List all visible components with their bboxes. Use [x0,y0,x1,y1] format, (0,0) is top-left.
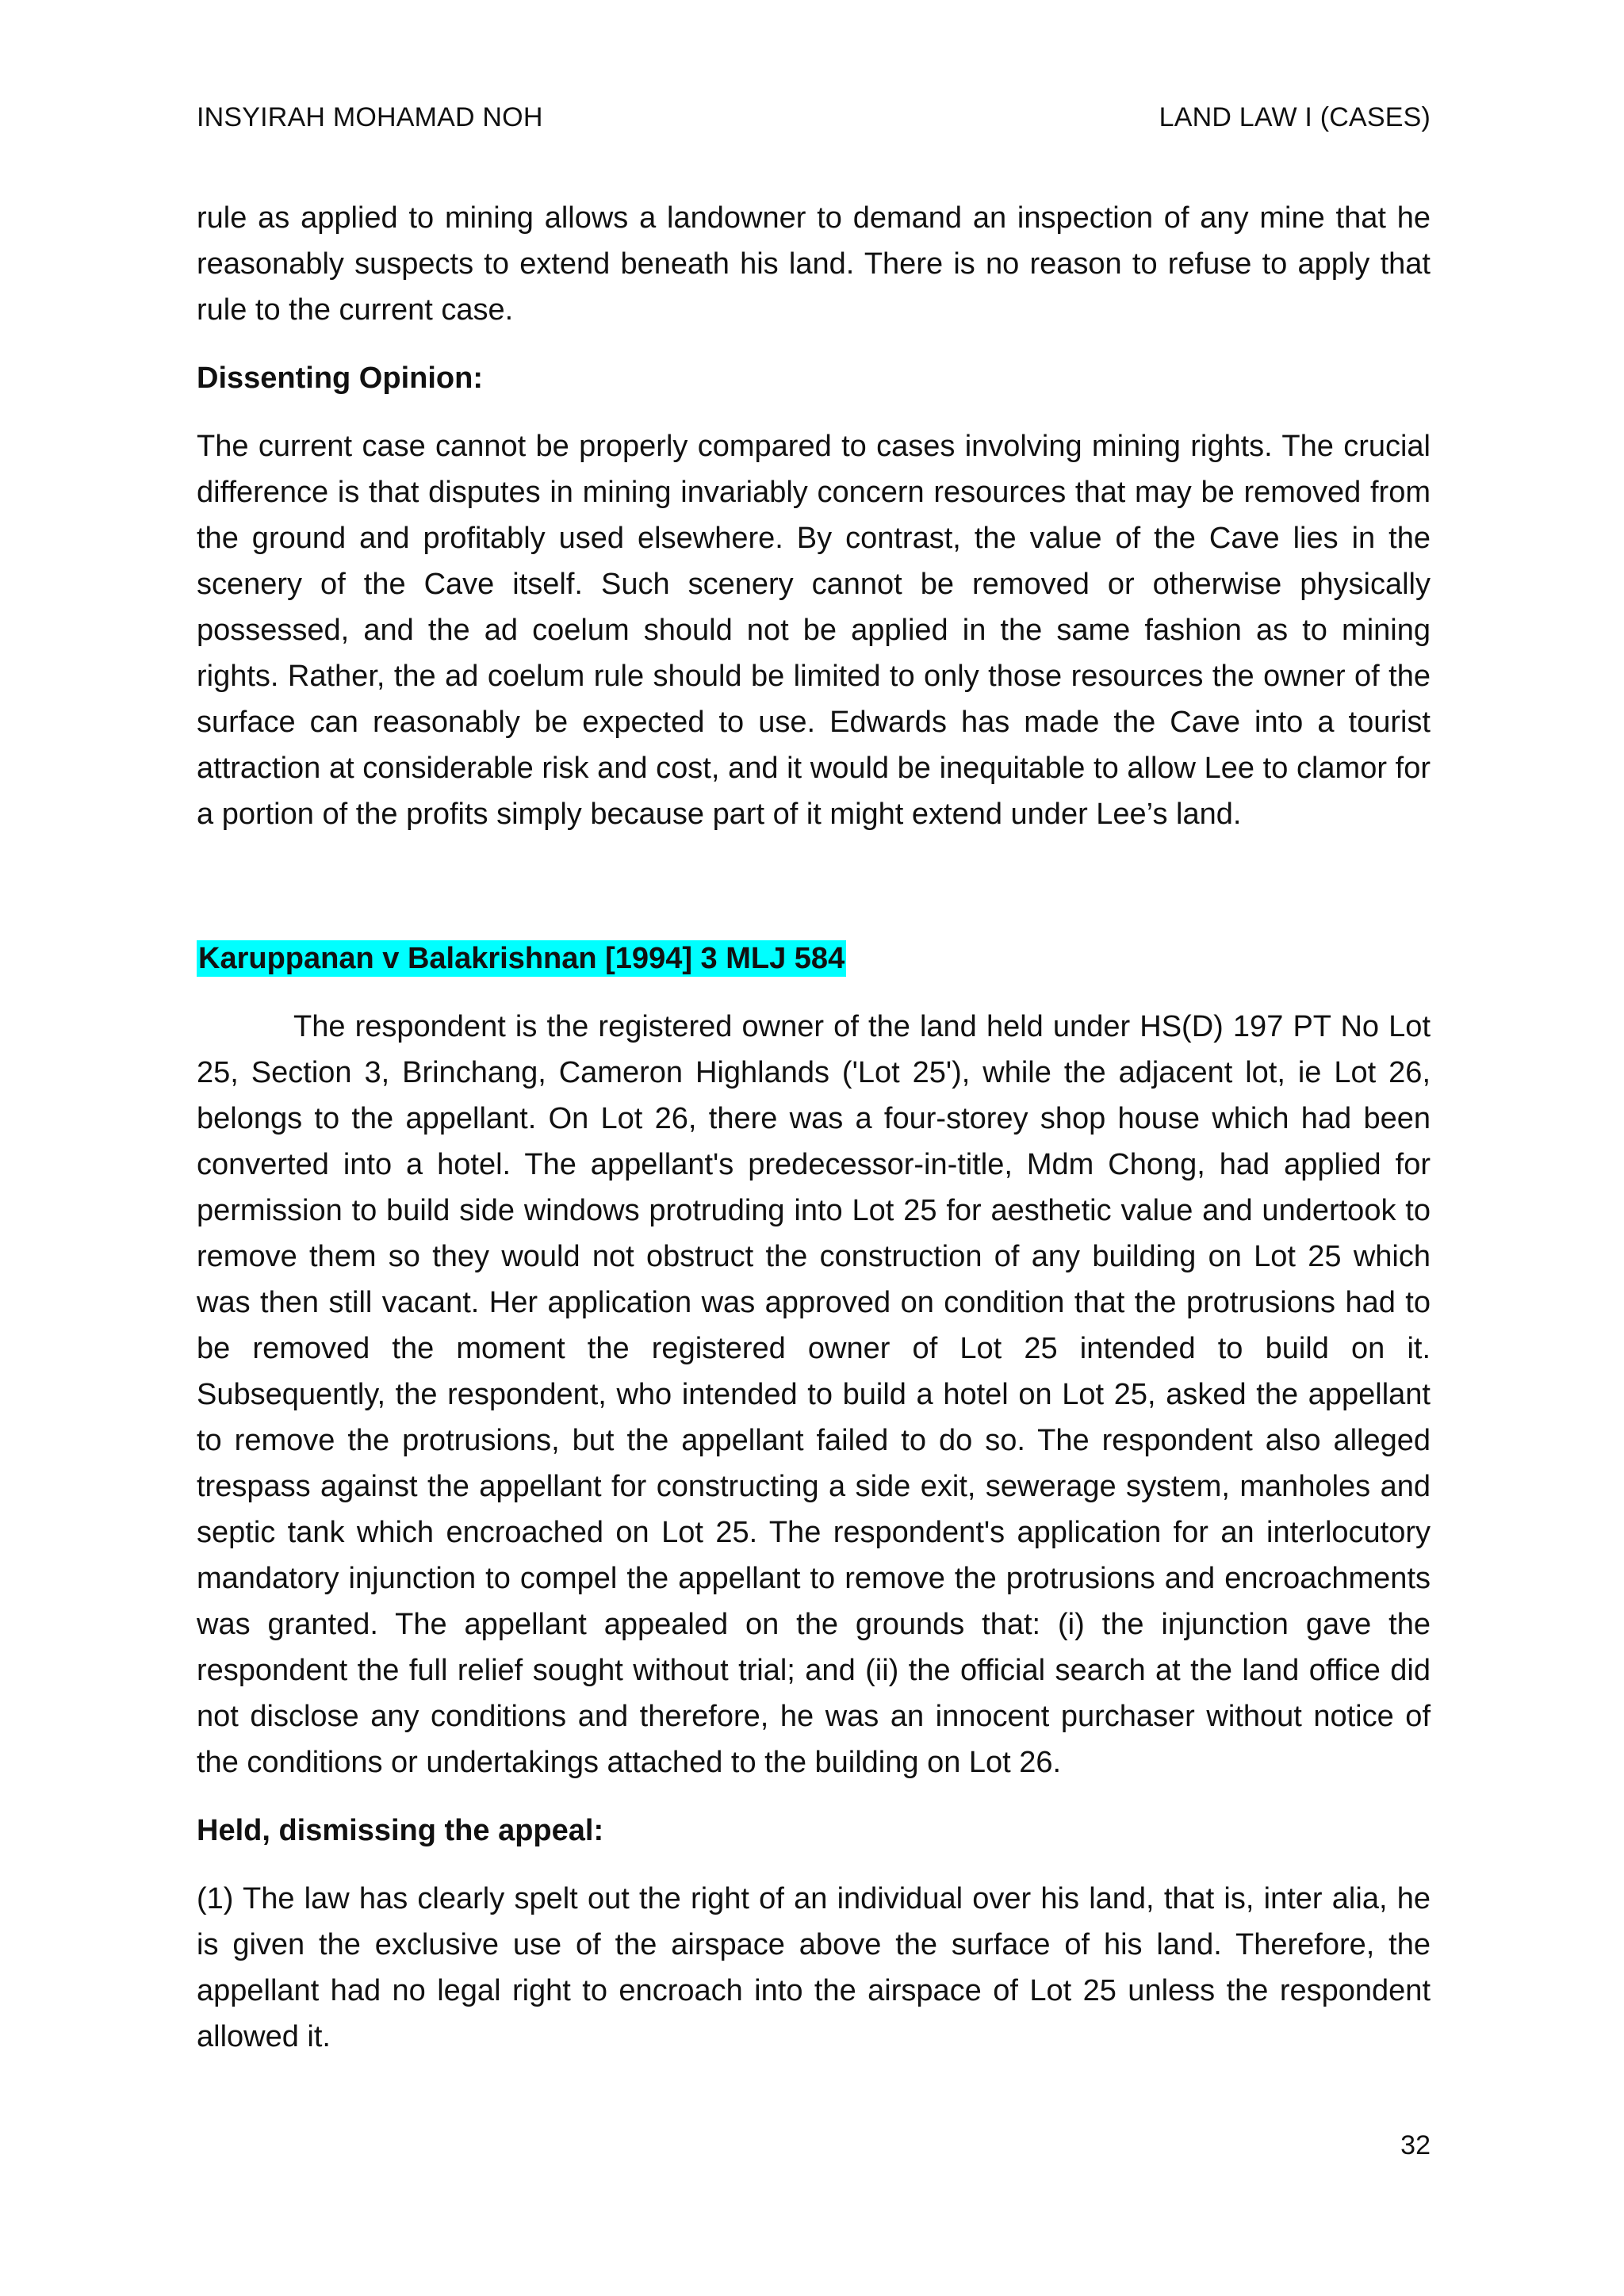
paragraph-mining-rule: rule as applied to mining allows a landowner to demand an inspection of any mine that he reasonably suspects to extend beneath his land. There is no reason to refuse to apply that rule to the current case. [197,201,1431,327]
page-content [197,195,1431,2060]
case-title-line [197,936,1431,982]
paragraph-holding-1: (1) The law has clearly spelt out the right of an individual over his land, that is, inter alia, he is given the exclusive use of the airspace above the surface of his land. Therefore, the appellant had no legal right to encroach into the airspace of Lot 25 unless the respondent allowed it. [197,1882,1431,2053]
paragraph-facts: The respondent is the registered owner of the land held under HS(D) 197 PT No Lot 25, Section 3, Brinchang, Cameron Highlands ('Lot 25'), while the adjacent lot, ie Lot 26, belongs to the appellant. On Lot 26, there was a four-storey shop house which had been converted into a hotel. The appellant's predecessor-in-title, Mdm Chong, had applied for permission to build side windows protruding into Lot 25 for aesthetic value and undertook to remove them so they would not obstruct the construction of any building on Lot 25 which was then still vacant. Her application was approved on condition that the protrusions had to be removed the moment the registered owner of Lot 25 intended to build on it. Subsequently, the respondent, who intended to build a hotel on Lot 25, asked the appellant to remove the protrusions, but the appellant failed to do so. The respondent also alleged trespass against the appellant for constructing a side exit, sewerage system, manholes and septic tank which encroached on Lot 25. The respondent's application for an interlocutory mandatory injunction to compel the appellant to remove the protrusions and encroachments was granted. The appellant appealed on the grounds that: (i) the injunction gave the respondent the full relief sought without trial; and (ii) the official search at the land office did not disclose any conditions and therefore, he was an innocent purchaser without notice of the conditions or undertakings attached to the building on Lot 26. [197,1010,1431,1779]
case-title: Karuppanan v Balakrishnan [1994] 3 MLJ 584 [198,942,845,975]
paragraph-dissent: The current case cannot be properly compared to cases involving mining rights. The crucial difference is that disputes in mining invariably concern resources that may be removed from the ground and profitably used elsewhere. By contrast, the value of the Cave lies in the scenery of the Cave itself. Such scenery cannot be removed or otherwise physically possessed, and the ad coelum should not be applied in the same fashion as to mining rights. Rather, the ad coelum rule should be limited to only those resources the owner of the surface can reasonably be expected to use. Edwards has made the Cave into a tourist attraction at considerable risk and cost, and it would be inequitable to allow Lee to clamor for a portion of the profits simply because part of it might extend under Lee’s land. [197,430,1431,831]
header-author: INSYIRAH MOHAMAD NOH [197,102,543,132]
header-title: LAND LAW I (CASES) [1159,102,1431,132]
page-header [197,101,1431,133]
dissent-heading: Dissenting Opinion: [197,362,483,395]
page-number: 32 [1400,2130,1431,2160]
held-heading: Held, dismissing the appeal: [197,1814,604,1847]
